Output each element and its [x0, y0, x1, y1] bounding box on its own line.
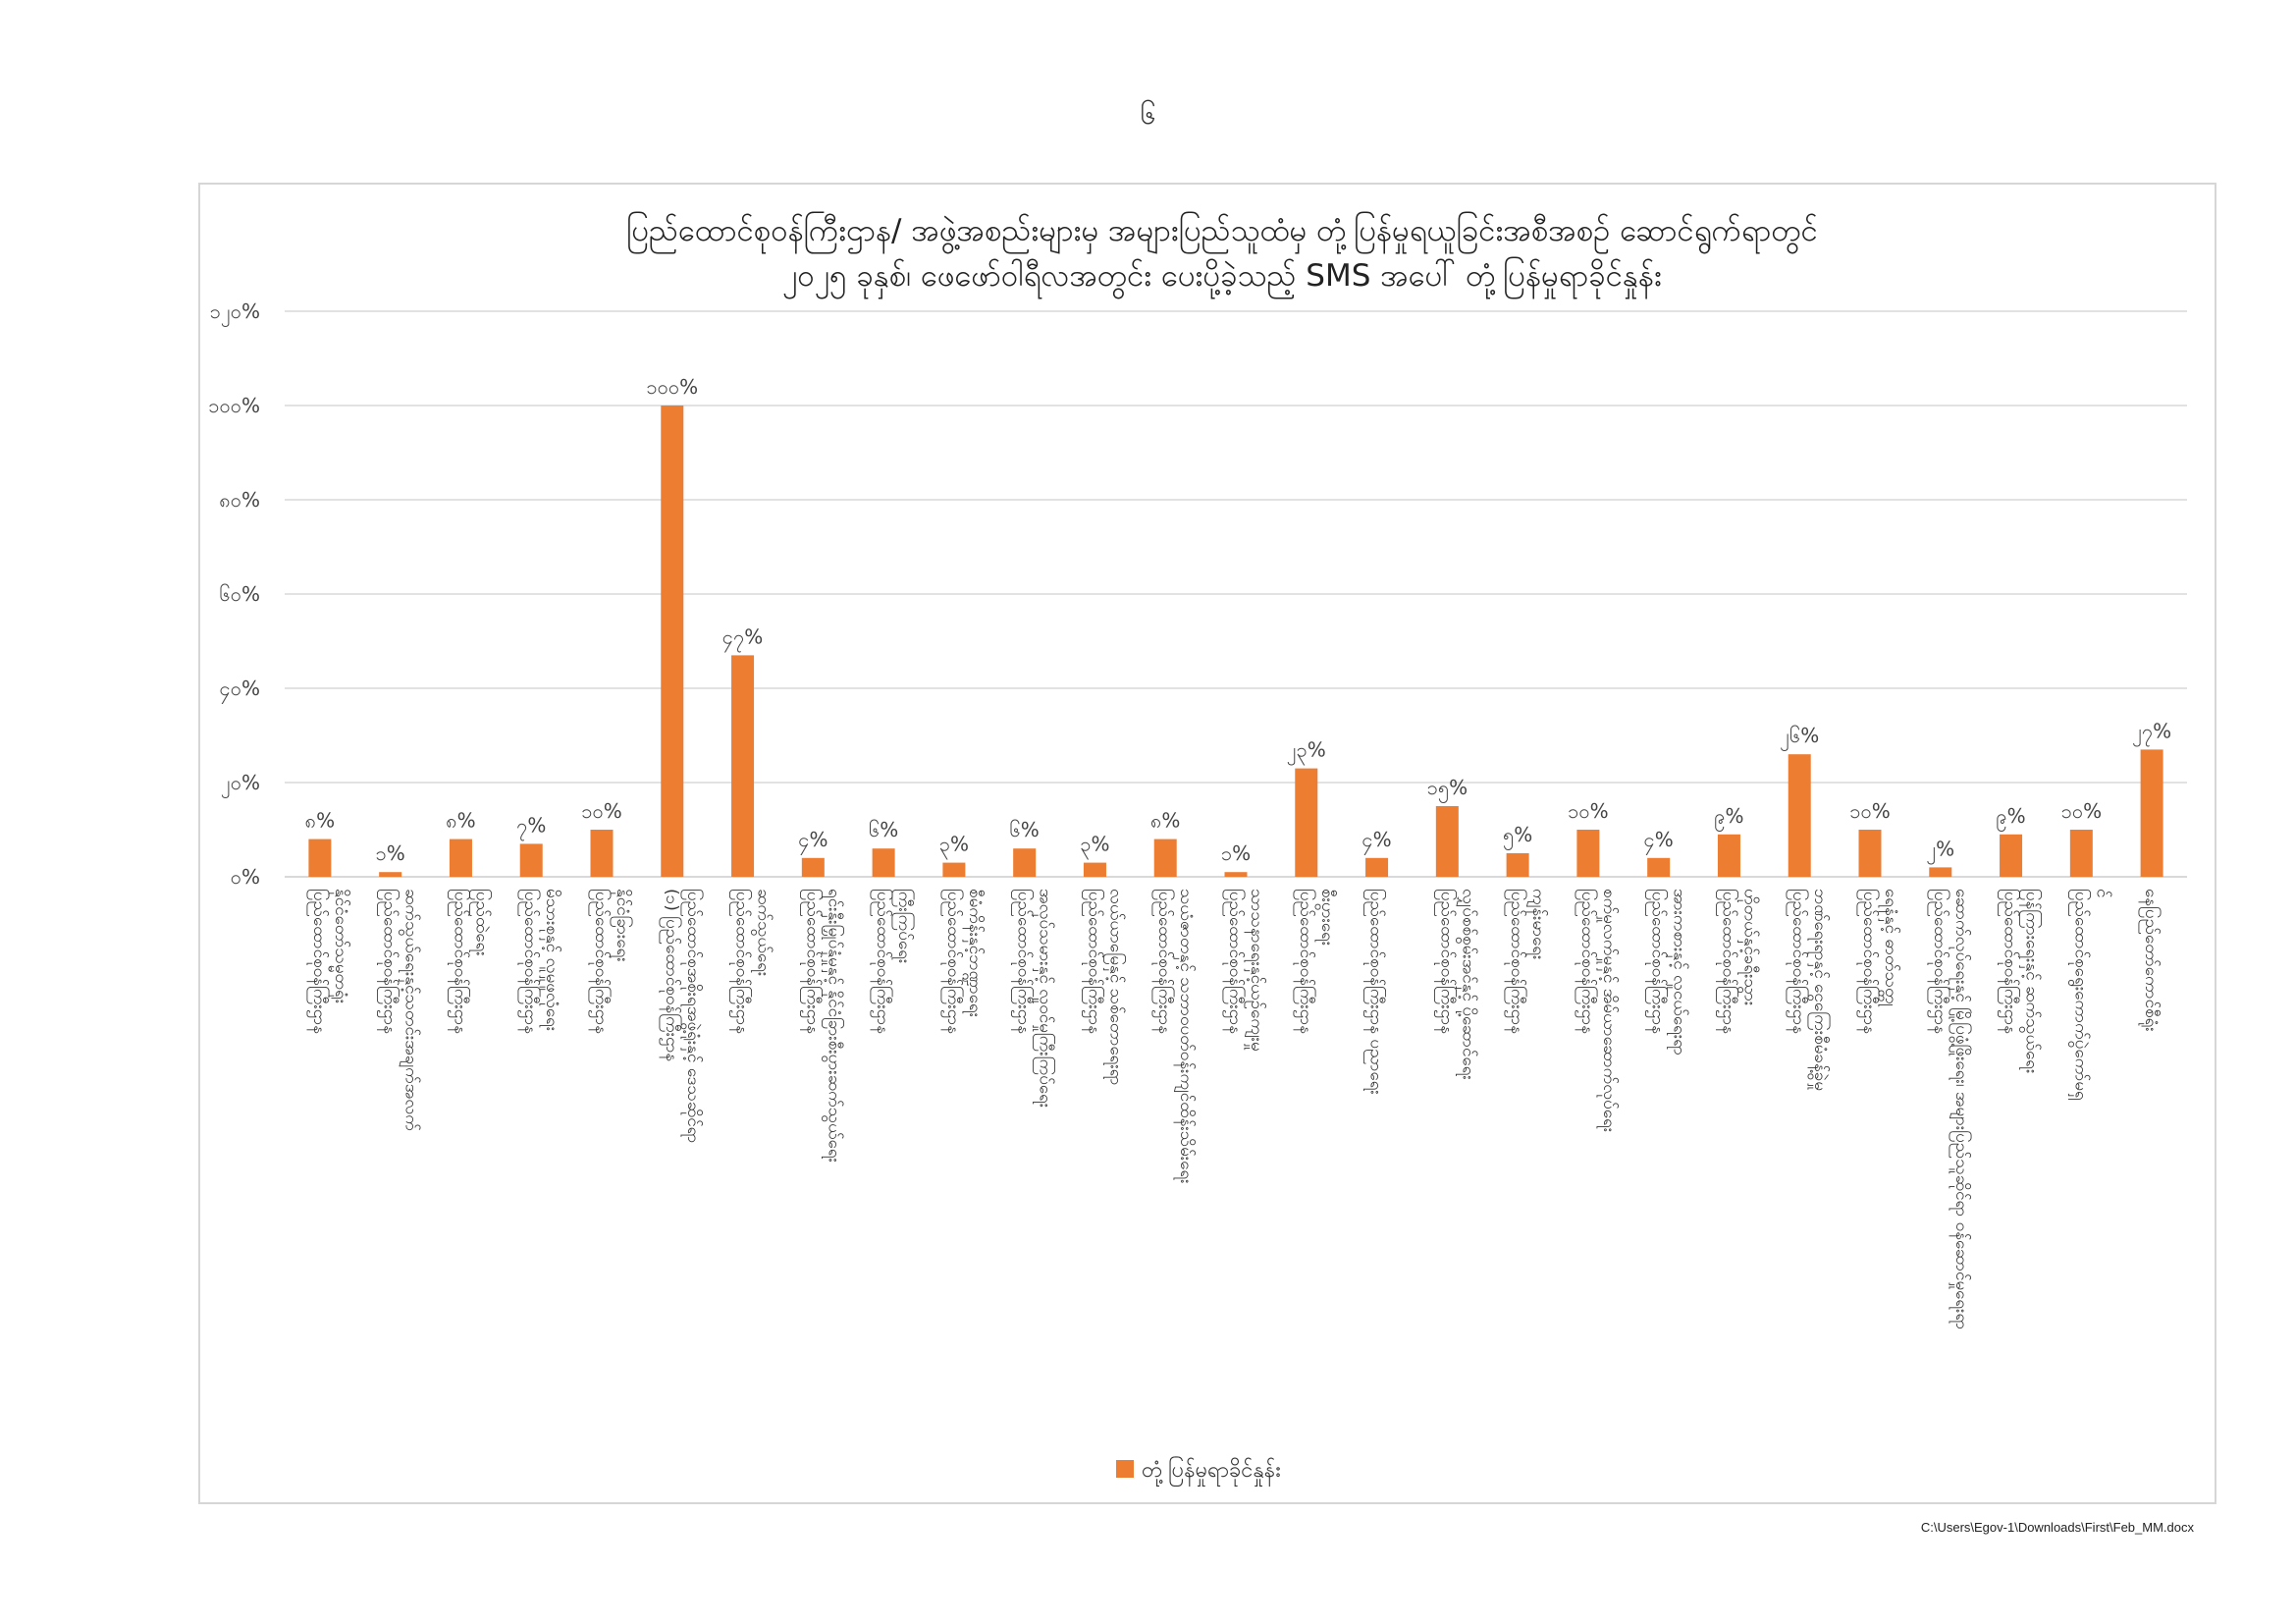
bar: [520, 843, 543, 877]
bar: [450, 839, 472, 877]
data-labels: [305, 375, 2171, 865]
bar: [661, 406, 683, 877]
bar: [731, 655, 754, 877]
bar: [1225, 872, 1248, 877]
data-label: ၁၀%: [1849, 799, 1891, 823]
category-labels: [306, 889, 2163, 1329]
data-label: ၈%: [1150, 808, 1181, 833]
category-label: ပြည်ထောင်စုဝန်ကြီးဌာန ကျန်းမာရေး: [1507, 889, 1549, 1035]
category-label: ပြည်ထောင်စုဝန်ကြီးဌာန မိသားစုနှင့် လူမှုဖူလုံရေး: [520, 889, 562, 1035]
bar: [1647, 858, 1670, 877]
bar: [873, 848, 895, 877]
category-label: ပြည်ထောင်စုရွေးကောက်ပွဲကော်မရှ င်: [2070, 889, 2112, 1101]
category-label: ပြည်ထောင်စုဝန်ကြီးဌာန ဆက်သွယ်ရေးနှင့်သတင်းအချက်အလက်: [379, 889, 421, 1131]
bar: [1154, 839, 1177, 877]
data-label: ၄%: [1643, 827, 1674, 851]
data-label: ၄%: [798, 827, 828, 851]
category-label: ပြည်ထောင်စုဝန်ကြီးဌာန ပြည်ထဲရေး: [450, 889, 492, 1035]
category-label: ပြည်ထောင်စုဝန်ကြီးဌာန လျှပ်စစ်စွမ်းအင်နှင့် ပို့ဆောင်ရေး: [1436, 889, 1478, 1080]
bar: [802, 858, 825, 877]
y-tick-label: ၆၀%: [219, 582, 260, 606]
data-label: ၇%: [516, 813, 547, 838]
data-label: ၂၇%: [2132, 719, 2172, 743]
bar: [379, 872, 401, 877]
bar: [1507, 853, 1529, 877]
chart-title-line-1: ပြည်ထောင်စုဝန်ကြီးဌာန/ အဖွဲ့အစည်းများမှ အများပြည်သူထံမှ တုံ့ပြန်မှုရယူခြင်းအစီအစဉ် ဆောင်ရွက်ရာတွင်: [626, 213, 1818, 248]
bar: [1013, 848, 1036, 877]
y-tick-label: ၁၂၀%: [209, 299, 260, 323]
y-axis-tick-labels: [208, 299, 260, 889]
data-label: ၉%: [1714, 803, 1744, 828]
category-label: ပြည်ထောင်စုဝန်ကြီးဌာန အလုပ်သမားနှင့် လူဝင်မှုကြီးကြပ်ရေး: [1013, 889, 1055, 1109]
gridlines: [285, 311, 2187, 877]
data-label: ၆%: [1009, 818, 1040, 842]
y-tick-label: ၀%: [230, 865, 260, 889]
bar: [2000, 835, 2022, 877]
bar: [1436, 806, 1459, 877]
data-label: ၄၇%: [721, 624, 764, 649]
data-label: ၆%: [868, 818, 899, 842]
data-label: ၉%: [1996, 803, 2026, 828]
bar: [1365, 858, 1388, 877]
category-label: ပြည်ထောင်စုဝန်ကြီးဌာန အားကစားနှင့် လူငယ်ရေးရာ: [1647, 889, 1689, 1056]
category-label: ပြည်ထောင်စုဝန်ကြီးဌာန ပြန်ကြားရေးနှင့် ဆက်သွယ်ရေး: [2000, 889, 2042, 1074]
bar: [1295, 769, 1317, 877]
category-label: ပြည်ထောင်စုဝန်ကြီးဌာန ရေနံနှင့် ဓာတ်သတ္တု: [1859, 889, 1900, 1035]
data-label: ၂၆%: [1780, 724, 1820, 748]
category-label: ပြည်ထောင်စုဝန်ကြီးဌာန စီးပွားရေး: [1295, 889, 1337, 1035]
category-label: ပြည်ထောင်စုဝန်ကြီးဌာန သယံဇာတနှင့် သဘာဝပတ်ဝန်းကျင်ထိန်းသိမ်းရေး: [1154, 889, 1197, 1184]
bar: [942, 863, 965, 877]
category-label: ပြည်ထောင်စုဝန်ကြီးဌာန သာသနာရေးနှင့်ယဉ်ကျေးမှု: [1225, 889, 1266, 1052]
data-label: ၂%: [1926, 837, 1955, 861]
y-tick-label: ၄၀%: [219, 677, 260, 700]
bar: [1576, 830, 1599, 877]
data-label: ၁%: [1220, 841, 1252, 866]
y-tick-label: ၁၀၀%: [208, 394, 260, 417]
bar: [1929, 867, 1951, 877]
chart-title-line-2: ၂၀၂၅ ခုနှစ်၊ ဖေဖော်ဝါရီလအတွင်း ပေးပို့ခဲ့သည့် SMS အပေါ် တုံ့ပြန်မှုရာခိုင်နှုန်း: [782, 258, 1662, 294]
data-label: ၁%: [375, 841, 405, 866]
data-label: ၁၅%: [1426, 776, 1468, 799]
category-label: ပြည်ထောင်စုဝန်ကြီးဌာန ဆက်သွယ်ရေး: [731, 889, 774, 1035]
category-label: ပြည်ထောင်စုဝန်ကြီးဌာန ကြီးကြပ်ရေး: [873, 889, 915, 1035]
bar: [1789, 754, 1811, 877]
page-number: ၆: [1140, 98, 1156, 131]
category-label: ပြည်ထောင်စုဝန်ကြီးဌာန ဟိုတယ်နှင့်ခရီးသွား: [1718, 889, 1760, 1035]
category-label: နေပြည်တော်ကောင်စီရုံး: [2141, 889, 2162, 1032]
y-tick-label: ၂၀%: [220, 771, 260, 794]
bar: [2070, 830, 2093, 877]
category-label: ပြည်ထောင်စုဝန်ကြီးဌာန နိုင်ငံခြားရေး: [591, 889, 632, 1035]
category-label: ပြည်ထောင်စုဝန်ကြီးဌာန စက်မှုလက်မှုနှင့် အိမ်ယာဆောက်လုပ်ရေး: [1576, 889, 1619, 1133]
data-label: ၁၀%: [581, 799, 622, 823]
bar: [2141, 749, 2163, 877]
category-label: ပြည်ထောင်စုဝန်ကြီးဌာန ဆောက်လုပ်ရေးနှင့် မြို့ပြဖွံ့ဖြိုးရေး၊ အများပြည်သူဆိုင်ရာ ဝန်ဆောင်မှုရေးရာ: [1929, 889, 1971, 1330]
data-label: ၂၃%: [1286, 737, 1326, 762]
bar: [308, 839, 331, 877]
legend-label: တုံ့ပြန်မှုရာခိုင်နှုန်း: [1142, 1458, 1281, 1483]
category-label: ပြည်ထောင်စုဝန်ကြီးဌာန စီမံကိန်းနှင့်ဘဏ္ဍာရေး: [942, 889, 985, 1035]
data-label: ၃%: [1080, 832, 1110, 856]
category-label: ပြည်ထောင်စုဝန်ကြီးဌာန ရင်းနှီးမြှုပ်နှံမှုနှင့် နိုင်ငံခြားစီးပွားဆက်သွယ်ရေး: [802, 889, 844, 1163]
bar: [591, 830, 614, 877]
bar: [1718, 835, 1740, 877]
data-label: ၁၀၀%: [646, 375, 699, 399]
data-label: ၈%: [304, 808, 336, 833]
data-label: ၁၀%: [2060, 799, 2103, 823]
footer-file-path: C:\Users\Egov-1\Downloads\First\Feb_MM.docx: [1920, 1520, 2194, 1535]
data-label: ၈%: [446, 808, 476, 833]
data-label: ၅%: [1502, 823, 1533, 846]
category-label: (၁) ပြည်ထောင်စုဝန်ကြီးဌာန ပြည်ထောင်စုအစိုးရအဖွဲ့ရုံးနှင့် ဒေသဆိုင်ရာ: [661, 889, 703, 1144]
data-label: ၃%: [938, 832, 970, 856]
data-label: ၁၀%: [1568, 799, 1609, 823]
y-tick-label: ၈၀%: [219, 488, 260, 512]
legend-swatch: [1116, 1460, 1134, 1478]
chart-title: [626, 212, 1818, 299]
bar: [1084, 863, 1106, 877]
category-label: ပြည်ထောင်စုဝန်ကြီးဌာန ပညာရေး: [1365, 889, 1386, 1095]
category-label: ပြည်ထောင်စုဝန်ကြီးဌာန ဘဏ်ရေးရာနှင့် ငွေကြေးစီမံခန့်ခွဲမှု: [1789, 889, 1831, 1092]
data-label: ၄%: [1362, 827, 1392, 851]
category-label: ပြည်ထောင်စုဝန်ကြီးဌာန လယ်ယာမြေနှင့် သစ်တောရေးရာ: [1084, 889, 1126, 1086]
category-label: ပြည်ထောင်စုဝန်ကြီးဌာန နိုင်ငံတော်သမ္မတရုံး: [308, 889, 350, 1035]
legend: [1116, 1456, 1281, 1487]
bar: [1859, 830, 1882, 877]
